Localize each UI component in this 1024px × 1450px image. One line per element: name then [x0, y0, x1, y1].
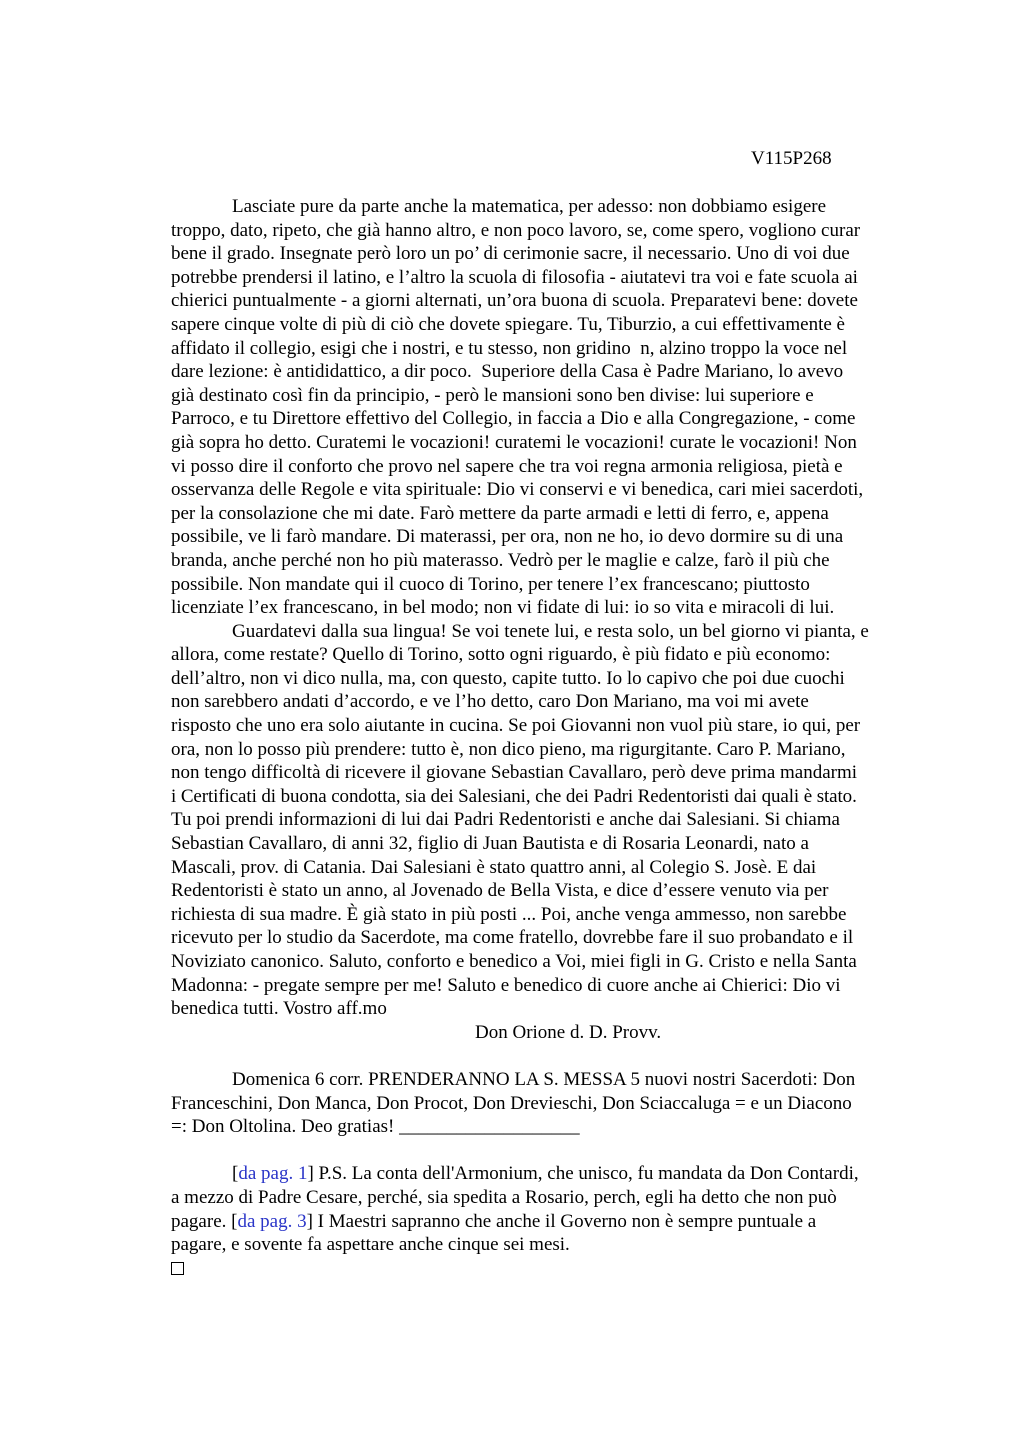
paragraph-line: vi posso dire il conforto che provo nel sapere che tra voi regna armonia religiosa, pietà e [171, 455, 843, 477]
bracket: [ [231, 1210, 238, 1232]
postscript-text: pagare. [171, 1210, 232, 1232]
postscript-text: ] P.S. La conta dell'Armonium, che unisco, fu mandata da Don Contardi, [307, 1163, 859, 1185]
paragraph-line: Franceschini, Don Manca, Don Procot, Don Drevieschi, Don Sciaccaluga = e un Diacono [171, 1092, 852, 1114]
paragraph-line: potrebbe prendersi il latino, e l’altro la scuola di filosofia - aiutatevi tra voi e fate scuola ai [171, 266, 858, 288]
paragraph-line: ora, non lo posso più prendere: tutto è, non dico pieno, ma rigurgitante. Caro P. Mariano, [171, 738, 846, 760]
spacer [171, 1139, 929, 1163]
paragraph-line: Noviziato canonico. Saluto, conforto e benedico a Voi, miei figli in G. Cristo e nella Santa [171, 951, 857, 972]
paragraph-3 [171, 1068, 929, 1139]
page-1-link[interactable]: da pag. 1 [238, 1163, 308, 1185]
paragraph-line: branda, anche perché non ho più materasso. Vedrò per le maglie e calze, farò il più che [171, 549, 830, 571]
paragraph-line: troppo, dato, ripeto, che già hanno altro, e non poco lavoro, se, come spero, vogliono curar [171, 219, 861, 241]
postscript-text: a mezzo di Padre Cesare, perché, sia spedita a Rosario, perch, egli ha detto che non può [171, 1186, 837, 1208]
paragraph-line: non tengo difficoltà di ricevere il giovane Sebastian Cavallaro, però deve prima mandarmi [171, 762, 858, 784]
paragraph-line: benedica tutti. Vostro aff.mo [171, 998, 387, 1020]
spacer [171, 1044, 929, 1068]
paragraph-line: =: Don Oltolina. Deo gratias! ___________________ [171, 1116, 580, 1138]
page-3-link[interactable]: da pag. 3 [237, 1210, 307, 1232]
paragraph-line: già sopra ho detto. Curatemi le vocazioni! curatemi le vocazioni! curate le vocazioni! Non [171, 431, 857, 453]
paragraph-line: Sebastian Cavallaro, di anni 32, figlio di Juan Bautista e di Rosaria Leonardi, nato a [171, 833, 809, 855]
signature: Don Orione d. D. Provv. [475, 1021, 662, 1043]
paragraph-line: bene il grado. Insegnate però loro un po’ di cerimonie sacre, il necessario. Uno di voi due [171, 243, 850, 265]
end-marker [171, 1257, 929, 1281]
paragraph-line: allora, come restate? Quello di Torino, sotto ogni riguardo, è più fidato e più economo: [171, 644, 831, 666]
postscript [171, 1162, 929, 1256]
paragraph-line: Redentoristi è stato un anno, al Jovenado de Bella Vista, e dice d’essere venuto via per [171, 880, 829, 902]
paragraph-line: Tu poi prendi informazioni di lui dai Padri Redentoristi e anche dai Salesiani. Si chiama [171, 809, 840, 831]
paragraph-line: richiesta di sua madre. È già stato in più posti ... Poi, anche venga ammesso, non sarebbe [171, 903, 847, 925]
paragraph-line: sapere cinque volte di più di ciò che dovete spiegare. Tu, Tiburzio, a cui effettivamente è [171, 313, 845, 335]
bracket: [ [232, 1163, 239, 1185]
paragraph-line: risposto che uno era solo aiutante in cucina. Se poi Giovanni non vuol più stare, io qui, per [171, 715, 861, 737]
paragraph-line: chierici puntualmente - a giorni alternati, un’ora buona di scuola. Preparatevi bene: dovete [171, 290, 858, 312]
empty-square-icon [171, 1262, 184, 1275]
postscript-text: pagare, e sovente fa aspettare anche cinque sei mesi. [171, 1234, 570, 1256]
paragraph-line: possibile, ve li farò mandare. Di materassi, per ora, non ne ho, io devo dormire su di una [171, 526, 844, 548]
paragraph-line: per la consolazione che mi date. Farò mettere da parte armadi e letti di ferro, e, appena [171, 502, 829, 524]
paragraph-line: affidato il collegio, esigi che i nostri, e tu stesso, non gridino n, alzino troppo la voce nel [171, 337, 848, 359]
paragraph-line: non sarebbero andati d’accordo, e ve l’ho detto, caro Don Mariano, ma voi mi avete [171, 691, 809, 713]
document-reference: V115P268 [751, 148, 832, 169]
paragraph-line: Madonna: - pregate sempre per me! Saluto e benedico di cuore anche ai Chierici: Dio vi [171, 974, 841, 996]
paragraph-line: Guardatevi dalla sua lingua! Se voi tenete lui, e resta solo, un bel giorno vi pianta, e [232, 620, 869, 642]
paragraph-line: Domenica 6 corr. PRENDERANNO LA S. MESSA 5 nuovi nostri Sacerdoti: Don [232, 1068, 856, 1090]
letter-body [171, 195, 929, 1280]
paragraph-line: ricevuto per lo studio da Sacerdote, ma come fratello, dovrebbe fare il suo probandato e il [171, 927, 854, 949]
paragraph-line: Lasciate pure da parte anche la matematica, per adesso: non dobbiamo esigere [232, 196, 827, 217]
paragraph-line: osservanza delle Regole e vita spirituale: Dio vi conservi e vi benedica, cari miei sacerdoti, [171, 479, 864, 501]
paragraph-line: licenziate l’ex francescano, in bel modo; non vi fidate di lui: io so vita e miracoli di lui. [171, 597, 835, 619]
paragraph-2 [171, 620, 929, 1021]
paragraph-line: già destinato così fin da principio, - però le mansioni sono ben divise: lui superiore e [171, 384, 814, 406]
paragraph-line: Parroco, e tu Direttore effettivo del Collegio, in faccia a Dio e alla Congregazione, - come [171, 408, 856, 430]
paragraph-line: dell’altro, non vi dico nulla, ma, con questo, capite tutto. Io lo capivo che poi due cuochi [171, 667, 845, 689]
paragraph-1 [171, 195, 929, 620]
paragraph-line: possibile. Non mandate qui il cuoco di Torino, per tenere l’ex francescano; piuttosto [171, 573, 810, 595]
paragraph-line: dare lezione: è antididattico, a dir poco. Superiore della Casa è Padre Mariano, lo avevo [171, 361, 844, 383]
paragraph-line: Mascali, prov. di Catania. Dai Salesiani è stato quattro anni, al Colegio S. Josè. E dai [171, 856, 817, 878]
paragraph-line: i Certificati di buona condotta, sia dei Salesiani, che dei Padri Redentoristi dai quali è stato. [171, 785, 857, 807]
postscript-text: ] I Maestri sapranno che anche il Governo non è sempre puntuale a [306, 1210, 817, 1232]
